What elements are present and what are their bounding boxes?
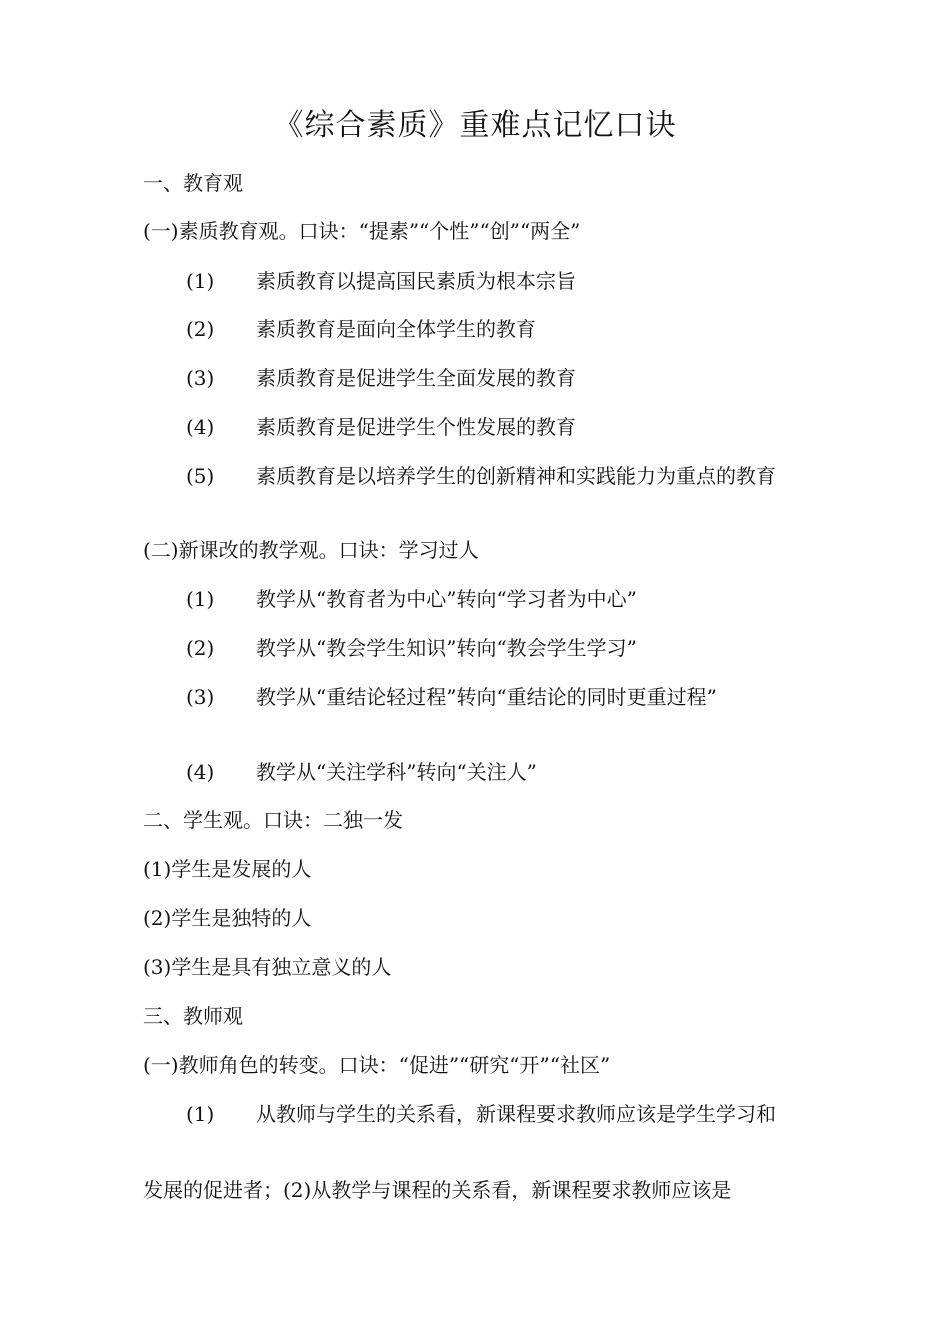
item-number: (1) — [186, 269, 215, 293]
list-item — [186, 586, 637, 612]
list-item — [186, 759, 537, 785]
item-number: (3) — [186, 685, 215, 709]
item-text: 教学从“关注学科”转向“关注人” — [256, 760, 537, 784]
section-heading-teacher-view: 三、教师观 — [143, 1004, 243, 1028]
item-text: 素质教育是促进学生个性发展的教育 — [256, 415, 576, 439]
list-item — [186, 316, 536, 342]
item-number: (2) — [186, 636, 215, 660]
list-item — [186, 365, 576, 391]
item-text: 素质教育是以培养学生的创新精神和实践能力为重点的教育 — [256, 464, 776, 488]
list-item — [143, 684, 807, 711]
list-item — [186, 268, 576, 294]
paragraph-continuation: 发展的促进者；(2)从教学与课程的关系看，新课程要求教师应该是 — [143, 1178, 732, 1202]
item-text: 素质教育以提高国民素质为根本宗旨 — [256, 269, 576, 293]
item-number: (3) — [186, 366, 215, 390]
list-item: (3)学生是具有独立意义的人 — [143, 955, 392, 979]
subsection-quality-education: (一)素质教育观。口诀：“提素”“个性”“创”“两全” — [143, 219, 581, 243]
item-text: 教学从“教会学生知识”转向“教会学生学习” — [256, 636, 637, 660]
document-title: 《综合素质》重难点记忆口诀 — [273, 108, 677, 143]
item-text: 从教师与学生的关系看，新课程要求教师应该是学生学习和 — [256, 1102, 776, 1126]
list-item — [186, 414, 576, 440]
item-number: (5) — [186, 464, 215, 488]
list-item: (1)学生是发展的人 — [143, 857, 312, 881]
item-number: (2) — [186, 317, 215, 341]
subsection-teacher-role: (一)教师角色的转变。口诀：“促进”“研究“开”“社区” — [143, 1053, 611, 1077]
item-text: 素质教育是面向全体学生的教育 — [256, 317, 536, 341]
list-item — [143, 463, 807, 490]
list-item: (2)学生是独特的人 — [143, 906, 312, 930]
item-text: 教学从“重结论轻过程”转向“重结论的同时更重过程” — [256, 685, 717, 709]
section-heading-education-view: 一、教育观 — [143, 171, 243, 195]
list-item — [143, 1101, 807, 1128]
item-number: (4) — [186, 415, 215, 439]
section-heading-student-view: 二、学生观。口诀：二独一发 — [143, 808, 403, 832]
item-number: (1) — [186, 587, 215, 611]
item-number: (4) — [186, 760, 215, 784]
item-text: 素质教育是促进学生全面发展的教育 — [256, 366, 576, 390]
subsection-teaching-view: (二)新课改的教学观。口诀：学习过人 — [143, 538, 479, 562]
item-number: (1) — [186, 1102, 215, 1126]
list-item — [186, 635, 637, 661]
item-text: 教学从“教育者为中心”转向“学习者为中心” — [256, 587, 637, 611]
